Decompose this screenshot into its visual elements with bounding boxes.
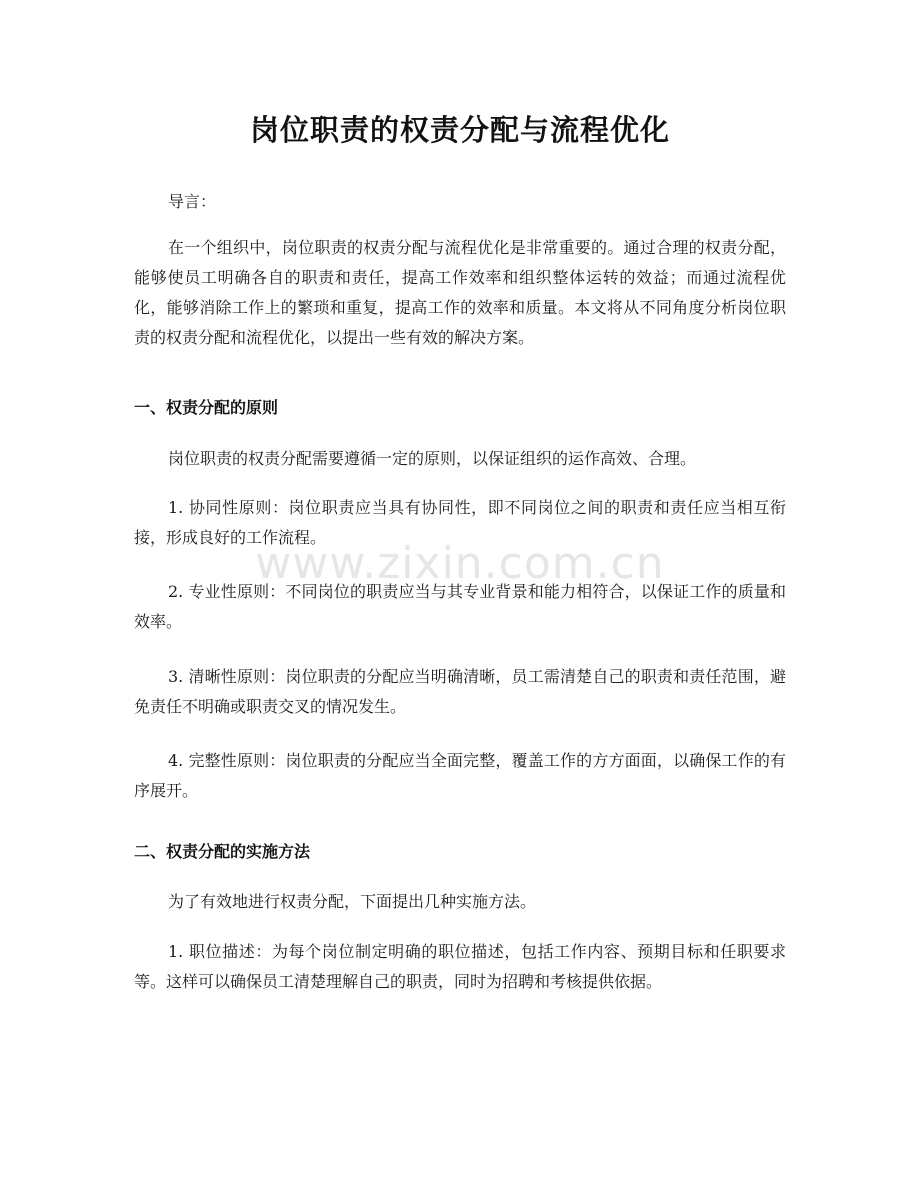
page-title: 岗位职责的权责分配与流程优化 [249, 113, 670, 147]
section-1-item-4: 4. 完整性原则：岗位职责的分配应当全面完整，覆盖工作的方方面面，以确保工作的有序展开。 [134, 751, 786, 800]
section-2-heading: 二、权责分配的实施方法 [134, 842, 311, 861]
section-1-item-3: 3. 清晰性原则：岗位职责的分配应当明确清晰，员工需清楚自己的职责和责任范围，避免责任不明确或职责交叉的情况发生。 [134, 667, 786, 716]
section-1-item-2: 2. 专业性原则：不同岗位的职责应当与其专业背景和能力相符合，以保证工作的质量和效率。 [134, 582, 786, 631]
intro-paragraph: 在一个组织中，岗位职责的权责分配与流程优化是非常重要的。通过合理的权责分配，能够使员工明确各自的职责和责任，提高工作效率和组织整体运转的效益；而通过流程优化，能够消除工作上的繁琐和重复，提高工作的效率和质量。本文将从不同角度分析岗位职责的权责分配和流程优化，以提出一些有效的解决方案。 [134, 238, 786, 347]
watermark: www.zixin.com.cn [255, 538, 665, 589]
intro-label: 导言： [168, 192, 217, 211]
section-2-lead: 为了有效地进行权责分配，下面提出几种实施方法。 [168, 892, 537, 911]
section-2-item-1: 1. 职位描述：为每个岗位制定明确的职位描述，包括工作内容、预期目标和任职要求等。这样可以确保员工清楚理解自己的职责，同时为招聘和考核提供依据。 [134, 942, 786, 991]
section-1-lead: 岗位职责的权责分配需要遵循一定的原则，以保证组织的运作高效、合理。 [168, 449, 697, 468]
section-1-item-1: 1. 协同性原则：岗位职责应当具有协同性，即不同岗位之间的职责和责任应当相互衔接，形成良好的工作流程。 [134, 498, 786, 547]
section-1-heading: 一、权责分配的原则 [134, 398, 279, 417]
